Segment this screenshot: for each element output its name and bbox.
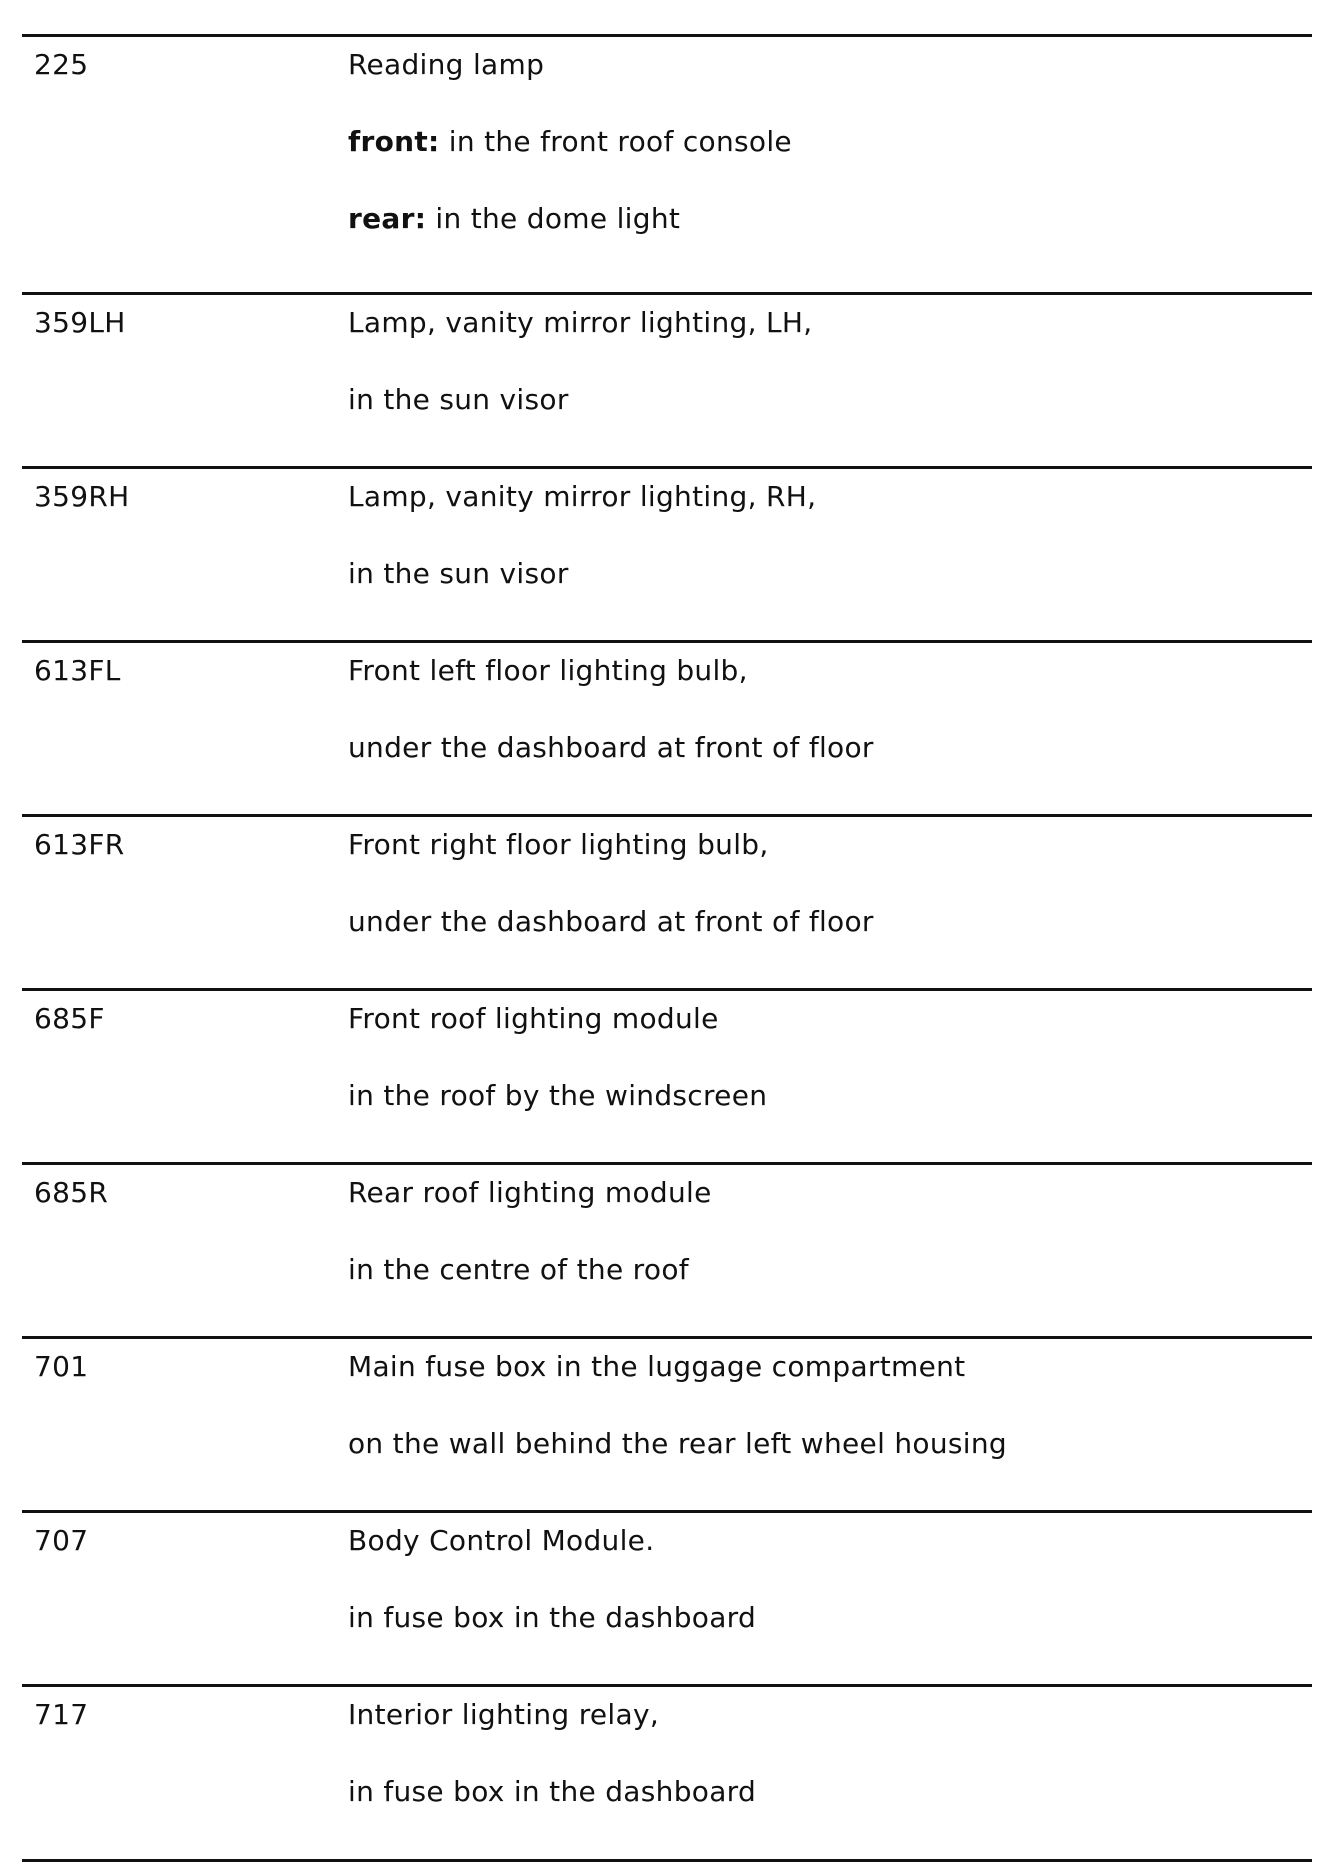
component-description: [348, 1523, 756, 1636]
table-row: [22, 1510, 1312, 1684]
component-location: under the dashboard at front of floor: [348, 905, 874, 938]
component-title: Lamp, vanity mirror lighting, RH,: [348, 480, 817, 513]
component-description: [348, 653, 874, 766]
component-title: Front roof lighting module: [348, 1002, 719, 1035]
component-code: 359RH: [34, 480, 130, 513]
note-label: front:: [348, 125, 440, 158]
component-description: [348, 1001, 767, 1114]
component-note: [348, 201, 792, 237]
component-code: 359LH: [34, 306, 126, 339]
component-title: Front right floor lighting bulb,: [348, 828, 769, 861]
component-location: in the centre of the roof: [348, 1253, 689, 1286]
component-code: 707: [34, 1524, 89, 1557]
component-description: [348, 1349, 1007, 1462]
component-location: in the roof by the windscreen: [348, 1079, 768, 1112]
component-description: [348, 1697, 756, 1810]
component-title: Reading lamp: [348, 48, 545, 81]
component-title: Rear roof lighting module: [348, 1176, 712, 1209]
component-location: in fuse box in the dashboard: [348, 1775, 757, 1808]
component-code: 685R: [34, 1176, 109, 1209]
component-title: Main fuse box in the luggage compartment: [348, 1350, 966, 1383]
table-row: [22, 34, 1312, 292]
component-location: under the dashboard at front of floor: [348, 731, 874, 764]
component-location: in fuse box in the dashboard: [348, 1601, 757, 1634]
component-description: [348, 305, 812, 418]
table-row: [22, 814, 1312, 988]
component-description: [348, 479, 816, 592]
table-row: [22, 1684, 1312, 1862]
table-row: [22, 1336, 1312, 1510]
component-description: [348, 1175, 712, 1288]
table-row: [22, 640, 1312, 814]
component-title: Lamp, vanity mirror lighting, LH,: [348, 306, 813, 339]
component-code: 685F: [34, 1002, 105, 1035]
component-code: 613FL: [34, 654, 121, 687]
table-row: [22, 1162, 1312, 1336]
component-table: [22, 34, 1312, 1862]
component-description: [348, 827, 874, 940]
component-location: in the sun visor: [348, 557, 569, 590]
table-row: [22, 988, 1312, 1162]
component-code: 225: [34, 48, 89, 81]
component-title: Body Control Module.: [348, 1524, 655, 1557]
component-title: Interior lighting relay,: [348, 1698, 660, 1731]
component-code: 701: [34, 1350, 89, 1383]
component-note: [348, 124, 792, 160]
component-location: in the sun visor: [348, 383, 569, 416]
component-description: [348, 47, 792, 237]
component-code: 613FR: [34, 828, 125, 861]
note-text: in the front roof console: [439, 125, 792, 158]
component-code: 717: [34, 1698, 89, 1731]
note-text: in the dome light: [426, 202, 681, 235]
component-title: Front left floor lighting bulb,: [348, 654, 748, 687]
table-row: [22, 292, 1312, 466]
component-location: on the wall behind the rear left wheel housing: [348, 1427, 1007, 1460]
note-label: rear:: [348, 202, 427, 235]
table-row: [22, 466, 1312, 640]
